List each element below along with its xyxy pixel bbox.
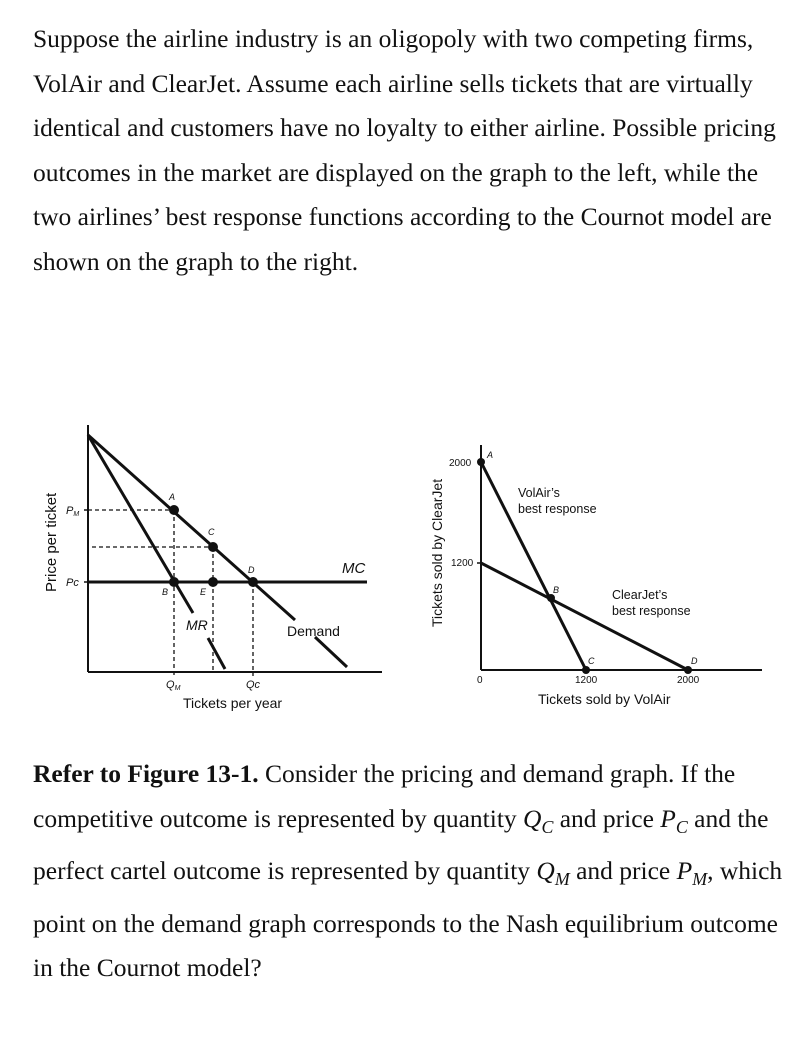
right-graph bbox=[477, 445, 762, 674]
mr-label: MR bbox=[186, 617, 208, 633]
pc-label: Pc bbox=[66, 577, 79, 589]
point-a-label: A bbox=[169, 492, 176, 502]
qm-label: QM bbox=[166, 679, 181, 692]
figure-reference: Refer to Figure 13-1. bbox=[33, 759, 259, 788]
x-tick-2000: 2000 bbox=[677, 675, 700, 686]
pc-symbol: $P_C$ bbox=[660, 803, 688, 837]
pm-label: PM bbox=[66, 505, 80, 518]
point-a bbox=[169, 505, 179, 515]
y-tick-2000: 2000 bbox=[449, 458, 472, 469]
question-text: , which point on the demand graph corresponds to the Nash equilibrium outcome in the Cournot model? bbox=[33, 856, 783, 983]
point-b bbox=[547, 594, 555, 602]
point-d bbox=[684, 666, 692, 674]
point-c bbox=[208, 542, 218, 552]
point-b-label: B bbox=[553, 585, 560, 595]
point-c-label: C bbox=[208, 527, 215, 537]
question-paragraph bbox=[33, 752, 793, 991]
point-a bbox=[477, 458, 485, 466]
question-text: and price bbox=[553, 803, 661, 833]
point-c-label: C bbox=[588, 656, 595, 666]
demand-label: Demand bbox=[287, 623, 340, 639]
qm-symbol: $Q_M$ bbox=[536, 856, 570, 890]
question-text: and the perfect cartel outcome is represented by quantity bbox=[33, 803, 769, 886]
quantity-axis-label: Tickets per year bbox=[183, 695, 283, 711]
question-text: Consider the pricing and demand graph. If the competitive outcome is represented by quantity bbox=[33, 759, 736, 833]
point-a-label: A bbox=[487, 450, 494, 460]
point-e-label: E bbox=[200, 587, 207, 597]
point-b bbox=[169, 577, 179, 587]
demand-line-tail bbox=[315, 637, 347, 667]
mc-label: MC bbox=[342, 560, 366, 577]
demand-line bbox=[88, 435, 295, 620]
clearjet-response-label: ClearJet’s best response bbox=[612, 588, 691, 618]
x-tick-0: 0 bbox=[477, 675, 483, 686]
qc-label: Qc bbox=[246, 679, 261, 691]
mr-line bbox=[88, 435, 193, 613]
qc-symbol: $Q_C$ bbox=[523, 803, 554, 837]
mr-line-tail bbox=[208, 638, 225, 669]
y-tick-1200: 1200 bbox=[451, 558, 474, 569]
point-d-label: D bbox=[691, 656, 698, 666]
price-axis-label: Price per ticket bbox=[43, 492, 60, 592]
point-d-label: D bbox=[248, 565, 255, 575]
question-text: and price bbox=[569, 856, 677, 886]
volair-response-label: VolAir’s best response bbox=[518, 486, 597, 516]
point-d bbox=[248, 577, 258, 587]
point-b-label: B bbox=[162, 587, 169, 597]
intro-paragraph: Suppose the airline industry is an oligopoly with two competing firms, VolAir and ClearJet. Assume each airline sells tickets that are virtually identical and customers have no loyalty to either airline. Possible pricing outcomes in the market are displayed on the graph to the left, while the two airlines’ best response functions according to the Cournot model are shown on the graph to the right. bbox=[33, 24, 776, 276]
x-tick-1200: 1200 bbox=[575, 675, 598, 686]
clearjet-axis-label: Tickets sold by ClearJet bbox=[429, 478, 445, 627]
pm-symbol: $P_M$ bbox=[676, 856, 708, 890]
point-e bbox=[208, 577, 218, 587]
volair-axis-label: Tickets sold by VolAir bbox=[538, 691, 671, 707]
point-c bbox=[582, 666, 590, 674]
